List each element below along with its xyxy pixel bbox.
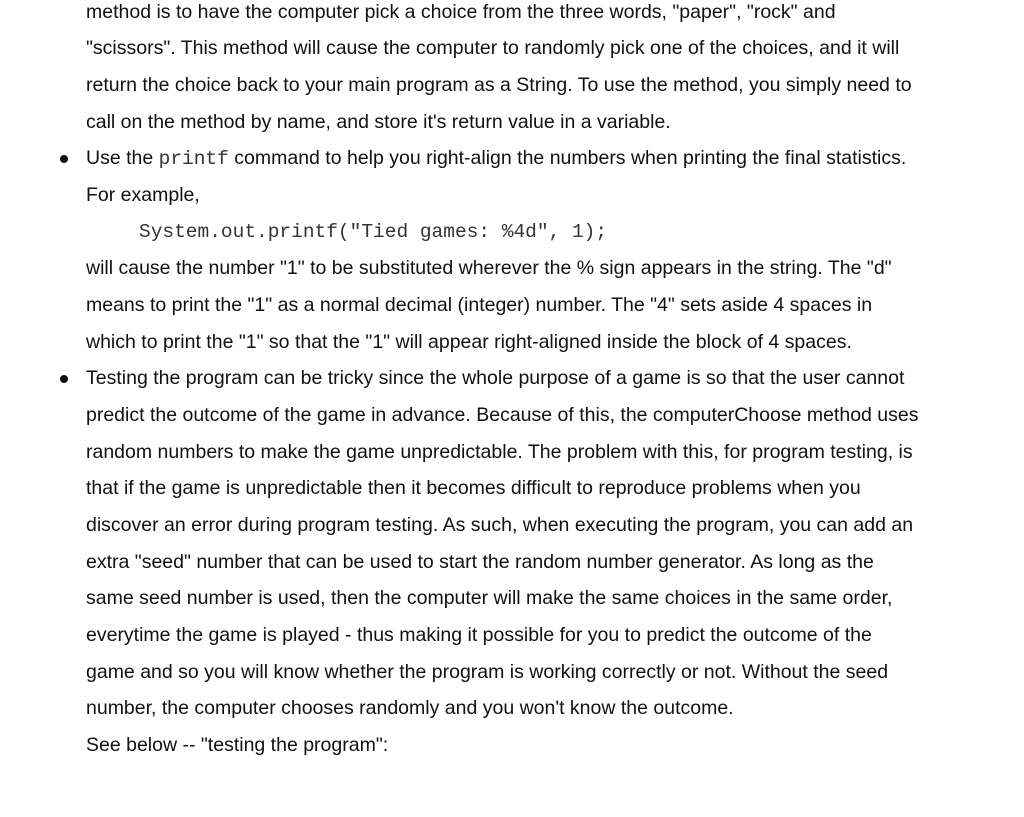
intro-line-3: return the choice back to your main program as a String. To use the method, you simply need to: [86, 74, 912, 96]
printf-code-inline: printf: [158, 148, 229, 170]
testing-line-6: extra "seed" number that can be used to start the random number generator. As long as the: [86, 551, 874, 573]
testing-line-2: predict the outcome of the game in advance. Because of this, the computerChoose method uses: [86, 404, 919, 426]
see-below-line: See below -- "testing the program":: [86, 734, 389, 756]
printf-after-line-3: which to print the "1" so that the "1" will appear right-aligned inside the block of 4 spaces.: [86, 331, 852, 353]
intro-line-2: "scissors". This method will cause the computer to randomly pick one of the choices, and it will: [86, 37, 900, 59]
printf-bullet-line-1: [86, 146, 906, 171]
printf-code-example: System.out.printf("Tied games: %4d", 1);: [139, 221, 608, 243]
intro-line-4: call on the method by name, and store it's return value in a variable.: [86, 111, 671, 133]
testing-line-8: everytime the game is played - thus making it possible for you to predict the outcome of the: [86, 624, 872, 646]
printf-prefix: Use the: [86, 147, 159, 169]
printf-suffix: command to help you right-align the numbers when printing the final statistics.: [228, 147, 907, 169]
testing-line-9: game and so you will know whether the program is working correctly or not. Without the seed: [86, 661, 889, 683]
testing-line-10: number, the computer chooses randomly and you won't know the outcome.: [86, 697, 734, 719]
testing-line-4: that if the game is unpredictable then it becomes difficult to reproduce problems when you: [86, 477, 861, 499]
bullet-icon: [60, 155, 68, 163]
testing-line-7: same seed number is used, then the computer will make the same choices in the same order,: [86, 587, 893, 609]
printf-after-line-1: will cause the number "1" to be substituted wherever the % sign appears in the string. The "d": [86, 257, 892, 279]
bullet-icon: [60, 375, 68, 383]
intro-line-1: method is to have the computer pick a choice from the three words, "paper", "rock" and: [86, 1, 836, 23]
testing-line-3: random numbers to make the game unpredictable. The problem with this, for program testing, is: [86, 441, 913, 463]
printf-bullet-line-2: For example,: [86, 184, 200, 206]
printf-after-line-2: means to print the "1" as a normal decimal (integer) number. The "4" sets aside 4 spaces in: [86, 294, 873, 316]
testing-line-5: discover an error during program testing. As such, when executing the program, you can add an: [86, 514, 914, 536]
testing-line-1: Testing the program can be tricky since the whole purpose of a game is so that the user cannot: [86, 367, 905, 389]
